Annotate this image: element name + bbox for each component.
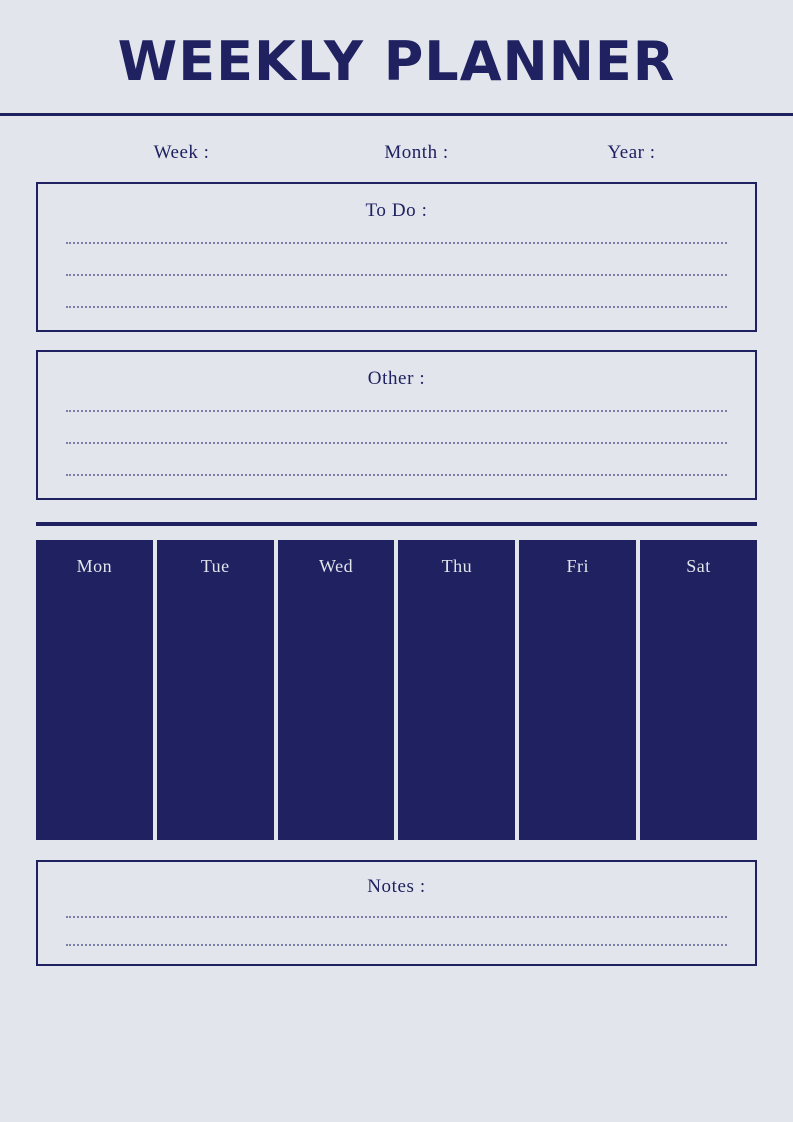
day-label: Tue xyxy=(200,555,230,576)
notes-title: Notes : xyxy=(367,875,426,897)
month-field-label[interactable]: Month : xyxy=(384,141,449,163)
todo-write-line[interactable] xyxy=(66,274,727,276)
day-column-mon[interactable] xyxy=(36,540,153,840)
day-columns xyxy=(36,540,757,840)
todo-section xyxy=(36,182,757,332)
main-content xyxy=(0,182,793,500)
other-write-line[interactable] xyxy=(66,474,727,476)
other-title: Other : xyxy=(367,367,426,389)
section-divider xyxy=(36,522,757,526)
notes-section xyxy=(36,860,757,966)
day-column-sat[interactable] xyxy=(640,540,757,840)
other-write-line[interactable] xyxy=(66,410,727,412)
title-divider xyxy=(0,113,793,116)
page-header xyxy=(0,0,793,116)
todo-title: To Do : xyxy=(365,199,428,221)
todo-write-line[interactable] xyxy=(66,242,727,244)
notes-write-line[interactable] xyxy=(66,916,727,918)
day-label: Fri xyxy=(566,555,589,576)
page-title: WEEKLY PLANNER xyxy=(117,30,676,93)
todo-write-line[interactable] xyxy=(66,306,727,308)
year-field-label[interactable]: Year : xyxy=(607,141,656,163)
other-section xyxy=(36,350,757,500)
day-column-fri[interactable] xyxy=(519,540,636,840)
day-column-wed[interactable] xyxy=(278,540,395,840)
day-label: Mon xyxy=(76,555,113,576)
week-field-label[interactable]: Week : xyxy=(153,141,210,163)
day-column-thu[interactable] xyxy=(398,540,515,840)
day-label: Sat xyxy=(686,555,711,576)
meta-row xyxy=(0,142,793,164)
day-column-tue[interactable] xyxy=(157,540,274,840)
day-label: Thu xyxy=(441,555,473,576)
notes-write-line[interactable] xyxy=(66,944,727,946)
other-write-line[interactable] xyxy=(66,442,727,444)
day-label: Wed xyxy=(319,555,354,576)
